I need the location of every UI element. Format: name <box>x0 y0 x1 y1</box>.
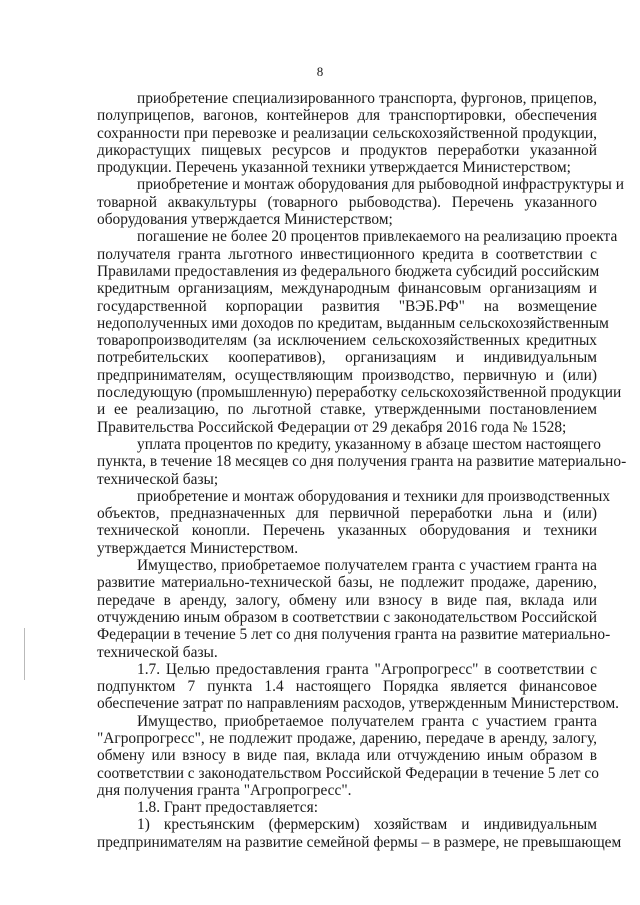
text-line: и ее реализацию, по льготной ставке, утвержденными постановлением <box>97 401 597 419</box>
text-line: дня получения гранта "Агропрогресс". <box>97 781 352 799</box>
text-line: технической базы. <box>97 643 218 661</box>
text-line: подпунктом 7 пункта 1.4 настоящего Порядка является финансовое <box>97 678 597 696</box>
text-line: Правилами предоставления из федерального бюджета субсидий российским <box>97 262 600 280</box>
text-line: 1.8. Грант предоставляется: <box>137 799 318 817</box>
scan-margin-mark <box>24 628 25 680</box>
text-line: предпринимателям на развитие семейной фермы – в размере, не превышающем <box>97 833 622 851</box>
document-body <box>97 90 627 851</box>
paragraph <box>97 557 611 661</box>
text-line: погашение не более 20 процентов привлекаемого на реализацию проекта <box>137 228 618 246</box>
text-line: Правительства Российской Федерации от 29 декабря 2016 года № 1528; <box>97 418 567 436</box>
paragraph <box>97 176 624 229</box>
text-line: обеспечение затрат по направлениям расходов, утвержденным Министерством. <box>97 695 620 713</box>
paragraph <box>97 799 597 816</box>
text-line: соответствии с законодательством Российской Федерации в течение 5 лет со <box>97 764 599 782</box>
text-line: дикорастущих пищевых ресурсов и продуктов переработки указанной <box>97 141 597 159</box>
paragraph <box>97 228 622 436</box>
text-line: 1.7. Целью предоставления гранта "Агропрогресс" в соответствии с <box>137 660 597 678</box>
paragraph <box>97 816 622 851</box>
text-line: обмену или взносу в виде пая, вклада или отчуждению иным образом в <box>97 747 597 765</box>
text-line: оборудования утверждается Министерством; <box>97 211 393 229</box>
text-line: полуприцепов, вагонов, контейнеров для транспортировки, обеспечения <box>97 107 597 125</box>
text-line: уплата процентов по кредиту, указанному в абзаце шестом настоящего <box>137 435 601 453</box>
text-line: приобретение и монтаж оборудования для рыбоводной инфраструктуры и <box>137 176 624 194</box>
text-line: недополученных ими доходов по кредитам, выданным сельскохозяйственным <box>97 314 609 332</box>
paragraph <box>97 435 627 488</box>
text-line: предпринимателям, осуществляющим производство, первичную и (или) <box>97 366 597 384</box>
paragraph <box>97 713 597 799</box>
text-line: приобретение специализированного транспорта, фургонов, прицепов, <box>137 90 597 107</box>
text-line: потребительских кооперативов), организациям и индивидуальным <box>97 349 597 367</box>
text-line: объектов, предназначенных для первичной переработки льна и (или) <box>97 505 597 523</box>
text-line: приобретение и монтаж оборудования и техники для производственных <box>137 487 611 505</box>
text-line: продукции. Перечень указанной техники утверждается Министерством; <box>97 159 571 177</box>
text-line: получателя гранта льготного инвестиционного кредита в соответствии с <box>97 245 597 263</box>
paragraph <box>97 660 620 713</box>
text-line: 1) крестьянским (фермерским) хозяйствам и индивидуальным <box>137 816 597 834</box>
text-line: Имущество, приобретаемое получателем гранта с участием гранта на <box>137 557 597 575</box>
text-line: технической конопли. Перечень указанных оборудования и техники <box>97 522 597 540</box>
text-line: кредитным организациям, международным финансовым организациям и <box>97 280 597 298</box>
text-line: товарной аквакультуры (товарного рыбоводства). Перечень указанного <box>97 193 597 211</box>
text-line: последующую (промышленную) переработку сельскохозяйственной продукции <box>97 384 622 402</box>
text-line: сохранности при перевозке и реализации сельскохозяйственной продукции, <box>97 124 597 142</box>
text-line: государственной корпорации развития "ВЭБ.РФ" на возмещение <box>97 297 597 315</box>
text-line: "Агропрогресс", не подлежит продаже, дарению, передаче в аренду, залогу, <box>97 729 597 747</box>
text-line: передаче в аренду, залогу, обмену или взносу в виде пая, вклада или <box>97 591 597 609</box>
paragraph <box>97 90 597 176</box>
text-line: пункта, в течение 18 месяцев со дня получения гранта на развитие материально- <box>97 453 627 471</box>
text-line: отчуждению иным образом в соответствии с законодательством Российской <box>97 608 597 626</box>
text-line: утверждается Министерством. <box>97 539 299 557</box>
text-line: технической базы; <box>97 470 219 488</box>
text-line: Федерации в течение 5 лет со дня получения гранта на развитие материально- <box>97 626 611 644</box>
text-line: товаропроизводителям (за исключением сельскохозяйственных кредитных <box>97 332 597 350</box>
page-number: 8 <box>316 64 324 79</box>
text-line: Имущество, приобретаемое получателем гранта с участием гранта <box>137 712 597 730</box>
paragraph <box>97 487 611 557</box>
text-line: развитие материально-технической базы, не подлежит продаже, дарению, <box>97 574 597 592</box>
